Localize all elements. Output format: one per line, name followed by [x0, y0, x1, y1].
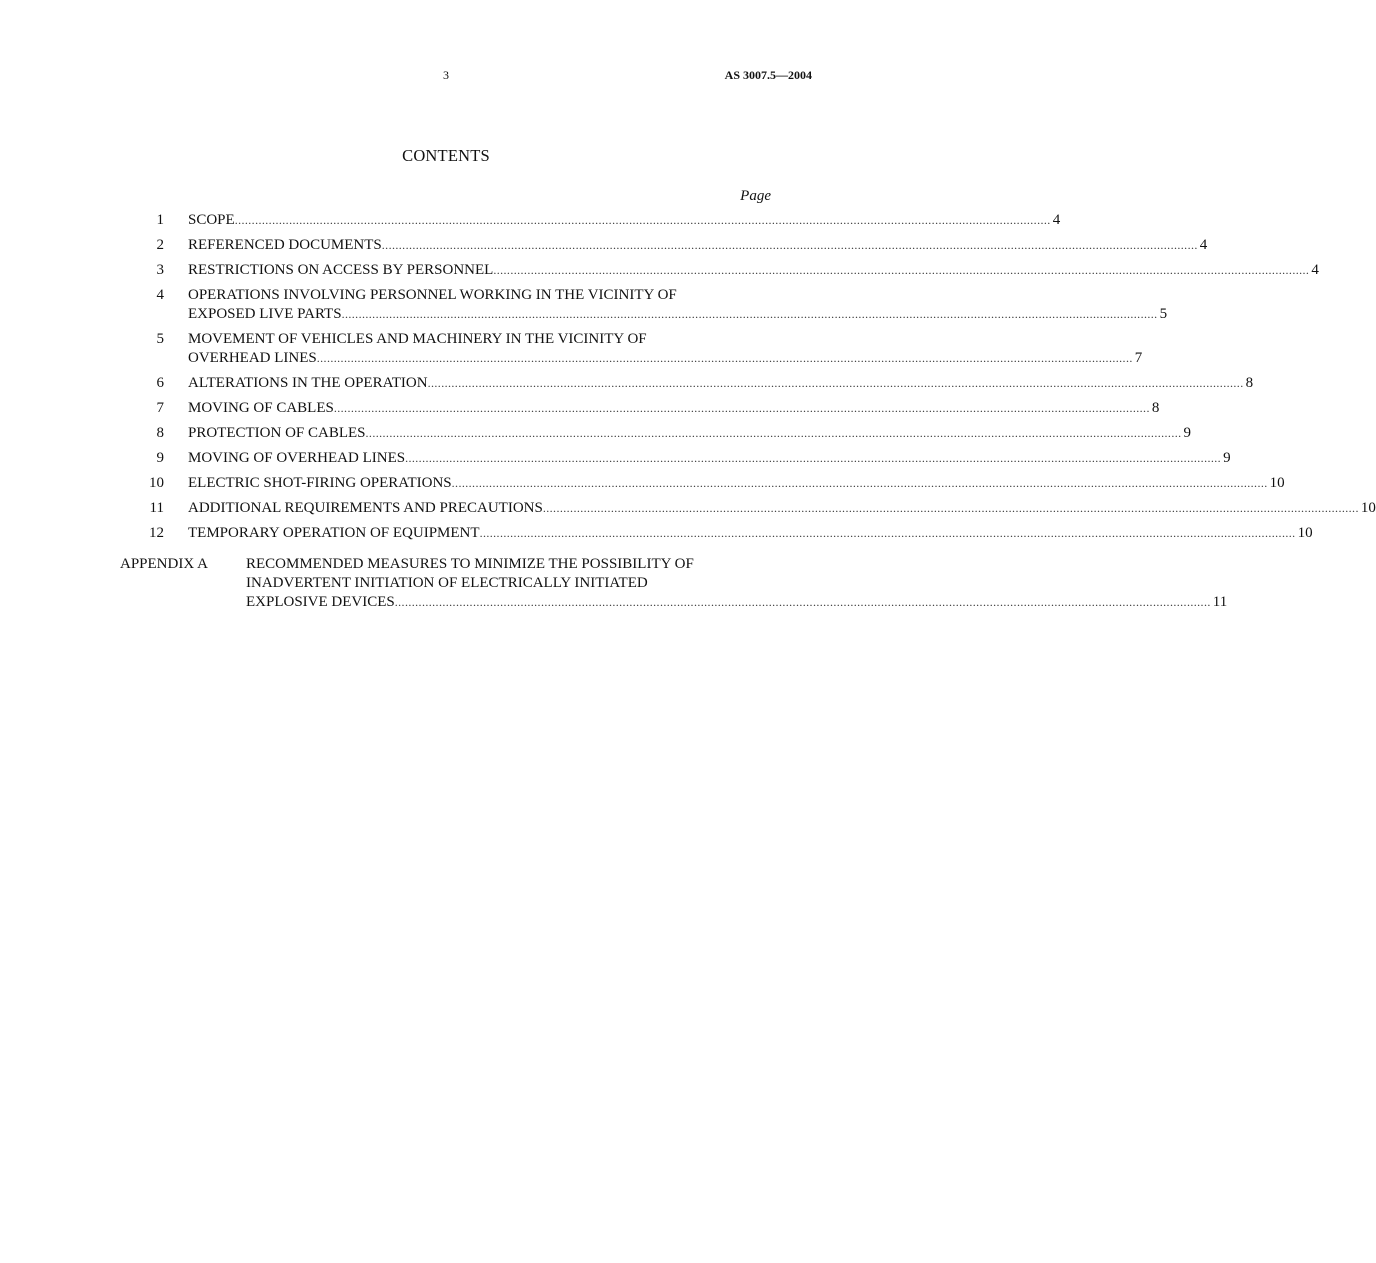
toc-entry-title: PROTECTION OF CABLES	[188, 425, 366, 441]
toc-entry-page: 4	[1311, 262, 1319, 278]
toc-entry-page: 9	[1183, 425, 1192, 441]
toc-entry-number: 9	[156, 450, 164, 466]
toc-entry-title-line: OPERATIONS INVOLVING PERSONNEL WORKING IN THE VICINITY OF	[188, 287, 677, 303]
toc-entry-number: 2	[156, 237, 164, 253]
toc-entry-page: 7	[1134, 350, 1143, 366]
toc-entry-title: MOVING OF CABLES	[188, 400, 334, 416]
dot-leader	[405, 449, 1221, 468]
toc-entry-body	[188, 261, 1319, 280]
toc-entry-number: 10	[149, 475, 164, 491]
toc-entry[interactable]	[120, 211, 1061, 230]
toc-entry-final-line	[188, 211, 1060, 230]
toc-entry-body	[188, 286, 1167, 324]
toc-entry-body	[188, 236, 1207, 255]
toc-entry-final-line	[188, 261, 1319, 280]
toc-entry-number: 1	[156, 212, 164, 228]
appendix-title-line: RECOMMENDED MEASURES TO MINIMIZE THE POSSIBILITY OF	[246, 556, 694, 572]
toc-entry[interactable]	[120, 374, 1254, 393]
dot-leader	[235, 211, 1051, 230]
toc-entry-body	[188, 499, 1376, 518]
dot-leader	[342, 305, 1158, 324]
toc-entry-page: 8	[1151, 400, 1160, 416]
toc-entry-page: 10	[1297, 525, 1313, 541]
toc-entry-final-line	[188, 449, 1231, 468]
toc-entry-number: 7	[156, 400, 164, 416]
dot-leader	[493, 261, 1309, 280]
dot-leader	[334, 399, 1150, 418]
appendix-title-line: INADVERTENT INITIATION OF ELECTRICALLY INITIATED	[246, 575, 648, 591]
appendix-page: 11	[1212, 594, 1228, 610]
toc-entry-number: 5	[156, 331, 164, 347]
toc-entry-final-line	[188, 424, 1191, 443]
toc-entry-body	[188, 449, 1231, 468]
toc-entry-body	[188, 424, 1191, 443]
toc-entry[interactable]	[120, 261, 1319, 280]
dot-leader	[366, 424, 1182, 443]
page-column-label: Page	[740, 188, 771, 204]
toc-entry[interactable]	[120, 499, 1376, 518]
appendix-title-last: EXPLOSIVE DEVICES	[246, 594, 395, 610]
toc-entry-title-line: MOVEMENT OF VEHICLES AND MACHINERY IN THE VICINITY OF	[188, 331, 647, 347]
toc-entry-final-line	[188, 474, 1285, 493]
toc-appendix-a[interactable]	[120, 555, 1228, 612]
toc-entry-page: 4	[1052, 212, 1061, 228]
standard-code: AS 3007.5—2004	[724, 68, 812, 82]
toc-entry-title: SCOPE	[188, 212, 235, 228]
toc-entry-body	[188, 211, 1060, 230]
toc-entry-body	[188, 330, 1142, 368]
appendix-body	[246, 555, 1227, 612]
toc-entry-title: ALTERATIONS IN THE OPERATION	[188, 375, 428, 391]
toc-entry-number: 8	[156, 425, 164, 441]
toc-entry-title: MOVING OF OVERHEAD LINES	[188, 450, 406, 466]
toc-entries	[120, 211, 1376, 543]
toc-entry-title: ADDITIONAL REQUIREMENTS AND PRECAUTIONS	[188, 500, 543, 516]
toc-entry-final-line	[188, 349, 1142, 368]
toc-entry[interactable]	[120, 474, 1285, 493]
toc-entry-page: 9	[1223, 450, 1231, 466]
dot-leader	[317, 349, 1133, 368]
toc-entry-final-line	[188, 499, 1376, 518]
page-number: 3	[443, 68, 449, 82]
toc-entry-final-line	[188, 374, 1253, 393]
toc-entry-final-line	[188, 305, 1167, 324]
toc-entry-number: 12	[149, 525, 164, 541]
appendix-final-line	[246, 593, 1227, 612]
toc-entry-body	[188, 474, 1285, 493]
toc-entry-page: 5	[1159, 306, 1168, 322]
toc-entry-number: 3	[156, 262, 164, 278]
toc-entry[interactable]	[120, 236, 1208, 255]
toc-entry-title: EXPOSED LIVE PARTS	[188, 306, 342, 322]
toc-entry-title: RESTRICTIONS ON ACCESS BY PERSONNEL	[188, 262, 494, 278]
toc-entry[interactable]	[120, 424, 1192, 443]
toc-entry-page: 10	[1360, 500, 1376, 516]
toc-entry[interactable]	[120, 524, 1313, 543]
toc-entry-body	[188, 399, 1159, 418]
toc-entry-body	[188, 524, 1313, 543]
toc-entry-number: 6	[156, 375, 164, 391]
toc-entry-final-line	[188, 524, 1313, 543]
toc-entry[interactable]	[120, 286, 1168, 324]
toc-entry-final-line	[188, 399, 1159, 418]
toc-entry-page: 4	[1199, 237, 1208, 253]
page-title: CONTENTS	[402, 146, 490, 165]
dot-leader	[543, 499, 1359, 518]
toc-entry-final-line	[188, 236, 1207, 255]
toc-entry-title: OVERHEAD LINES	[188, 350, 317, 366]
toc-entry-title: REFERENCED DOCUMENTS	[188, 237, 382, 253]
toc-entry-title: ELECTRIC SHOT-FIRING OPERATIONS	[188, 475, 452, 491]
dot-leader	[480, 524, 1296, 543]
toc-entry-number: 11	[149, 500, 164, 516]
dot-leader	[382, 236, 1198, 255]
toc-entry-number: 4	[156, 287, 164, 303]
toc-entry[interactable]	[120, 399, 1160, 418]
toc-entry-page: 8	[1245, 375, 1254, 391]
appendix-label: APPENDIX A	[120, 556, 208, 572]
toc-entry-title: TEMPORARY OPERATION OF EQUIPMENT	[188, 525, 480, 541]
toc-entry[interactable]	[120, 449, 1231, 468]
dot-leader	[452, 474, 1268, 493]
table-of-contents	[120, 211, 1376, 612]
toc-entry[interactable]	[120, 330, 1143, 368]
toc-entry-page: 10	[1269, 475, 1285, 491]
dot-leader	[395, 593, 1211, 612]
toc-entry-body	[188, 374, 1253, 393]
dot-leader	[428, 374, 1244, 393]
